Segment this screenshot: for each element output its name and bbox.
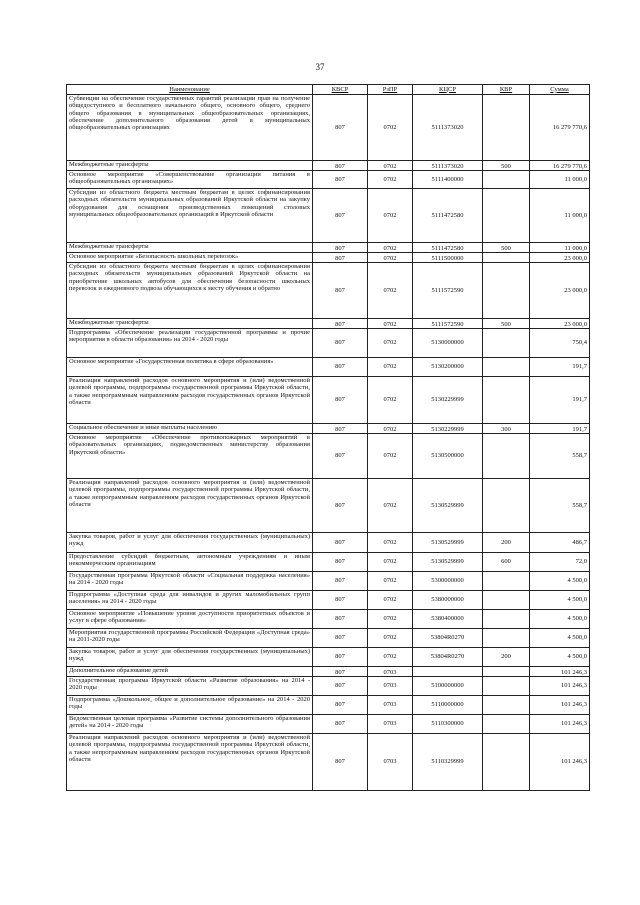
cell-rzpr: 0702 [368,553,413,572]
cell-kcsr: 5111500000 [413,253,483,263]
cell-name: Межбюджетные трансферты [67,243,313,253]
cell-kvsr: 807 [313,253,368,263]
cell-kcsr: 5130529999 [413,533,483,553]
cell-rzpr: 0702 [368,171,413,189]
cell-kcsr: 5111373020 [413,95,483,161]
cell-sum: 191,7 [530,377,590,424]
cell-sum: 23 000,0 [530,263,590,319]
cell-sum: 11 000,0 [530,243,590,253]
cell-rzpr: 0702 [368,189,413,243]
table-row [67,715,590,734]
cell-sum: 23 000,0 [530,319,590,329]
cell-kcsr: 5130200000 [413,358,483,377]
column-header-rzpr: РзПР [368,85,413,95]
column-header-name: Наименование [67,85,313,95]
cell-kcsr: 5130229999 [413,424,483,434]
cell-rzpr: 0702 [368,424,413,434]
cell-sum: 72,0 [530,553,590,572]
cell-name: Основное мероприятие «Безопасность школьных перевозок» [67,253,313,263]
cell-sum: 101 246,3 [530,734,590,791]
cell-kvr: 200 [483,648,530,667]
cell-kcsr: 5111572590 [413,319,483,329]
table-row [67,734,590,791]
cell-kvr: 200 [483,533,530,553]
page-number: 37 [315,62,325,72]
cell-name: Субвенции на обеспечение государственных гарантий реализации прав на получение общедоступного и бесплатного начального общего, основного общего, среднего общего образования в муниципальных общеобразовательных организациях, обеспечение дополнительного образования детей в муниципальных общеобразовательных организациях [67,95,313,161]
cell-rzpr: 0702 [368,95,413,161]
cell-kvr [483,734,530,791]
cell-kvr: 500 [483,319,530,329]
cell-kcsr: 53804R0270 [413,648,483,667]
cell-rzpr: 0702 [368,610,413,629]
cell-kcsr: 5111572590 [413,263,483,319]
cell-kvsr: 807 [313,434,368,479]
cell-sum: 191,7 [530,358,590,377]
cell-kvr [483,667,530,677]
cell-kcsr: 5110300000 [413,715,483,734]
cell-name: Основное мероприятие «Повышение уровня доступности приоритетных объектов и услуг в сфере образования» [67,610,313,629]
cell-kvsr: 807 [313,696,368,715]
cell-name: Социальное обеспечение и иные выплаты населению [67,424,313,434]
cell-kcsr: 5380400000 [413,610,483,629]
cell-rzpr: 0702 [368,377,413,424]
cell-kcsr: 5111472580 [413,243,483,253]
column-header-kcsr: КЦСР [413,85,483,95]
table-row [67,358,590,377]
cell-sum: 4 500,0 [530,610,590,629]
cell-rzpr: 0702 [368,329,413,358]
cell-kcsr: 5111373020 [413,161,483,171]
cell-sum: 101 246,3 [530,667,590,677]
cell-kcsr: 53804R0270 [413,629,483,648]
cell-kvsr: 807 [313,189,368,243]
cell-kvr [483,434,530,479]
cell-sum: 4 500,0 [530,629,590,648]
cell-rzpr: 0702 [368,243,413,253]
cell-kvr [483,479,530,533]
cell-name: Основное мероприятие «Государственная политика в сфере образования» [67,358,313,377]
cell-kvsr: 807 [313,610,368,629]
table-row [67,253,590,263]
cell-kvr: 500 [483,243,530,253]
cell-kcsr: 5130529999 [413,553,483,572]
cell-kcsr: 5380000000 [413,591,483,610]
cell-kvr [483,377,530,424]
cell-kvsr: 807 [313,243,368,253]
cell-sum: 101 246,3 [530,677,590,696]
cell-sum: 750,4 [530,329,590,358]
table-row [67,533,590,553]
cell-rzpr: 0703 [368,667,413,677]
cell-kvsr: 807 [313,263,368,319]
cell-sum: 16 279 770,6 [530,161,590,171]
cell-rzpr: 0702 [368,572,413,591]
budget-table [66,84,590,791]
table-row [67,572,590,591]
table-row [67,243,590,253]
cell-kvr [483,610,530,629]
table-row [67,629,590,648]
table-row [67,591,590,610]
cell-sum: 486,7 [530,533,590,553]
cell-name: Дополнительное образование детей [67,667,313,677]
cell-kcsr: 5110329999 [413,734,483,791]
table-row [67,329,590,358]
cell-sum: 23 000,0 [530,253,590,263]
table-row [67,171,590,189]
table-row [67,161,590,171]
cell-sum: 558,7 [530,434,590,479]
cell-kvsr: 807 [313,479,368,533]
cell-kvsr: 807 [313,533,368,553]
cell-name: Государственная программа Иркутской области «Социальная поддержка населения» на 2014 - 2020 годы [67,572,313,591]
cell-name: Основное мероприятие «Совершенствование организации питания в общеобразовательных организациях» [67,171,313,189]
cell-kcsr: 5130529999 [413,479,483,533]
cell-name: Подпрограмма «Обеспечение реализации государственной программы и прочие мероприятия в области образования» на 2014 - 2020 годы [67,329,313,358]
cell-kvsr: 807 [313,677,368,696]
cell-kvsr: 807 [313,667,368,677]
cell-kvsr: 807 [313,161,368,171]
cell-name: Мероприятия государственной программы Российской Федерации «Доступная среда» на 2011-2020 годы [67,629,313,648]
cell-kvr: 300 [483,424,530,434]
cell-rzpr: 0703 [368,677,413,696]
cell-kvr [483,263,530,319]
cell-rzpr: 0702 [368,161,413,171]
table-row [67,95,590,161]
table-row [67,677,590,696]
table-row [67,424,590,434]
table-row [67,553,590,572]
cell-name: Реализация направлений расходов основного мероприятия и (или) ведомственной целевой программы, подпрограммы государственной программы Иркутской области, а также непрограммным направлениям расходов государственных органов Иркутской области [67,377,313,424]
table-row [67,667,590,677]
cell-kcsr: 5111400000 [413,171,483,189]
cell-kvsr: 807 [313,95,368,161]
table-row [67,479,590,533]
cell-kvr [483,171,530,189]
cell-sum: 101 246,3 [530,696,590,715]
cell-name: Закупка товаров, работ и услуг для обеспечения государственных (муниципальных) нужд [67,533,313,553]
cell-rzpr: 0702 [368,319,413,329]
table-row [67,648,590,667]
cell-rzpr: 0702 [368,263,413,319]
cell-sum: 4 500,0 [530,648,590,667]
cell-rzpr: 0702 [368,591,413,610]
cell-name: Предоставление субсидий бюджетным, автономным учреждениям и иным некоммерческим организациям [67,553,313,572]
cell-kcsr: 5111472580 [413,189,483,243]
cell-rzpr: 0702 [368,533,413,553]
cell-name: Государственная программа Иркутской области «Развитие образования» на 2014 - 2020 годы [67,677,313,696]
cell-kvsr: 807 [313,572,368,591]
cell-kcsr: 5110000000 [413,696,483,715]
cell-kcsr: 5100000000 [413,677,483,696]
cell-kvr: 500 [483,161,530,171]
cell-name: Подпрограмма «Доступная среда для инвалидов и других маломобильных групп населения» на 2014 - 2020 годы [67,591,313,610]
cell-name: Основное мероприятие «Обеспечение противопожарных мероприятий в образовательных организациях, подведомственных министерству образования Иркутской области» [67,434,313,479]
cell-sum: 11 000,0 [530,189,590,243]
table-row [67,189,590,243]
table-row [67,319,590,329]
cell-kvsr: 807 [313,648,368,667]
table-row [67,434,590,479]
cell-rzpr: 0702 [368,479,413,533]
cell-kvsr: 807 [313,377,368,424]
cell-kvr [483,189,530,243]
table-row [67,696,590,715]
cell-kcsr [413,667,483,677]
cell-kcsr: 5130500000 [413,434,483,479]
cell-kvsr: 807 [313,319,368,329]
cell-rzpr: 0702 [368,648,413,667]
cell-rzpr: 0703 [368,715,413,734]
cell-rzpr: 0703 [368,696,413,715]
cell-name: Межбюджетные трансферты [67,161,313,171]
cell-sum: 4 500,0 [530,591,590,610]
cell-kvsr: 807 [313,715,368,734]
cell-rzpr: 0703 [368,734,413,791]
cell-sum: 101 246,3 [530,715,590,734]
table-row [67,610,590,629]
cell-kvr: 600 [483,553,530,572]
cell-kvsr: 807 [313,629,368,648]
cell-name: Ведомственная целевая программа «Развитие системы дополнительного образования детей» на 2014 - 2020 годы [67,715,313,734]
cell-name: Закупка товаров, работ и услуг для обеспечения государственных (муниципальных) нужд [67,648,313,667]
cell-kvr [483,696,530,715]
cell-rzpr: 0702 [368,629,413,648]
cell-kvr [483,253,530,263]
table-row [67,377,590,424]
cell-sum: 4 500,0 [530,572,590,591]
cell-rzpr: 0702 [368,253,413,263]
cell-kvsr: 807 [313,329,368,358]
column-header-kvr: КВР [483,85,530,95]
cell-name: Реализация направлений расходов основного мероприятия и (или) ведомственной целевой программы, подпрограммы государственной программы Иркутской области, а также непрограммным направлениям расходов государственных органов Иркутской области [67,479,313,533]
cell-kvr [483,572,530,591]
cell-kcsr: 5300000000 [413,572,483,591]
cell-kvsr: 807 [313,424,368,434]
cell-kcsr: 5130229999 [413,377,483,424]
cell-sum: 16 279 770,6 [530,95,590,161]
cell-kvsr: 807 [313,358,368,377]
cell-kvr [483,677,530,696]
cell-kvsr: 807 [313,591,368,610]
cell-kvsr: 807 [313,553,368,572]
cell-kvr [483,591,530,610]
column-header-sum: Сумма [530,85,590,95]
cell-name: Субсидии из областного бюджета местным бюджетам в целях софинансирования расходных обязательств муниципальных образований Иркутской области на приобретение школьных автобусов для обеспечения безопасности школьных перевозок и ежедневного подвоза обучающихся к месту обучения и обратно [67,263,313,319]
cell-rzpr: 0702 [368,434,413,479]
table-header-row [67,85,590,95]
cell-kvsr: 807 [313,734,368,791]
cell-sum: 11 000,0 [530,171,590,189]
cell-name: Межбюджетные трансферты [67,319,313,329]
cell-sum: 558,7 [530,479,590,533]
cell-sum: 191,7 [530,424,590,434]
cell-kvr [483,95,530,161]
cell-name: Субсидии из областного бюджета местным бюджетам в целях софинансирования расходных обязательств муниципальных образований Иркутской области на закупку оборудования для оснащения производственных помещений столовых муниципальных общеобразовательных организаций в Иркутской области [67,189,313,243]
table-row [67,263,590,319]
cell-kvsr: 807 [313,171,368,189]
column-header-kvsr: КВСР [313,85,368,95]
cell-kvr [483,629,530,648]
cell-kvr [483,715,530,734]
cell-name: Подпрограмма «Дошкольное, общее и дополнительное образование» на 2014 - 2020 годы [67,696,313,715]
cell-kvr [483,329,530,358]
cell-name: Реализация направлений расходов основного мероприятия и (или) ведомственной целевой программы, подпрограммы государственной программы Иркутской области, а также непрограммным направлениям расходов государственных органов Иркутской области [67,734,313,791]
cell-kvr [483,358,530,377]
cell-rzpr: 0702 [368,358,413,377]
cell-kcsr: 5130000000 [413,329,483,358]
